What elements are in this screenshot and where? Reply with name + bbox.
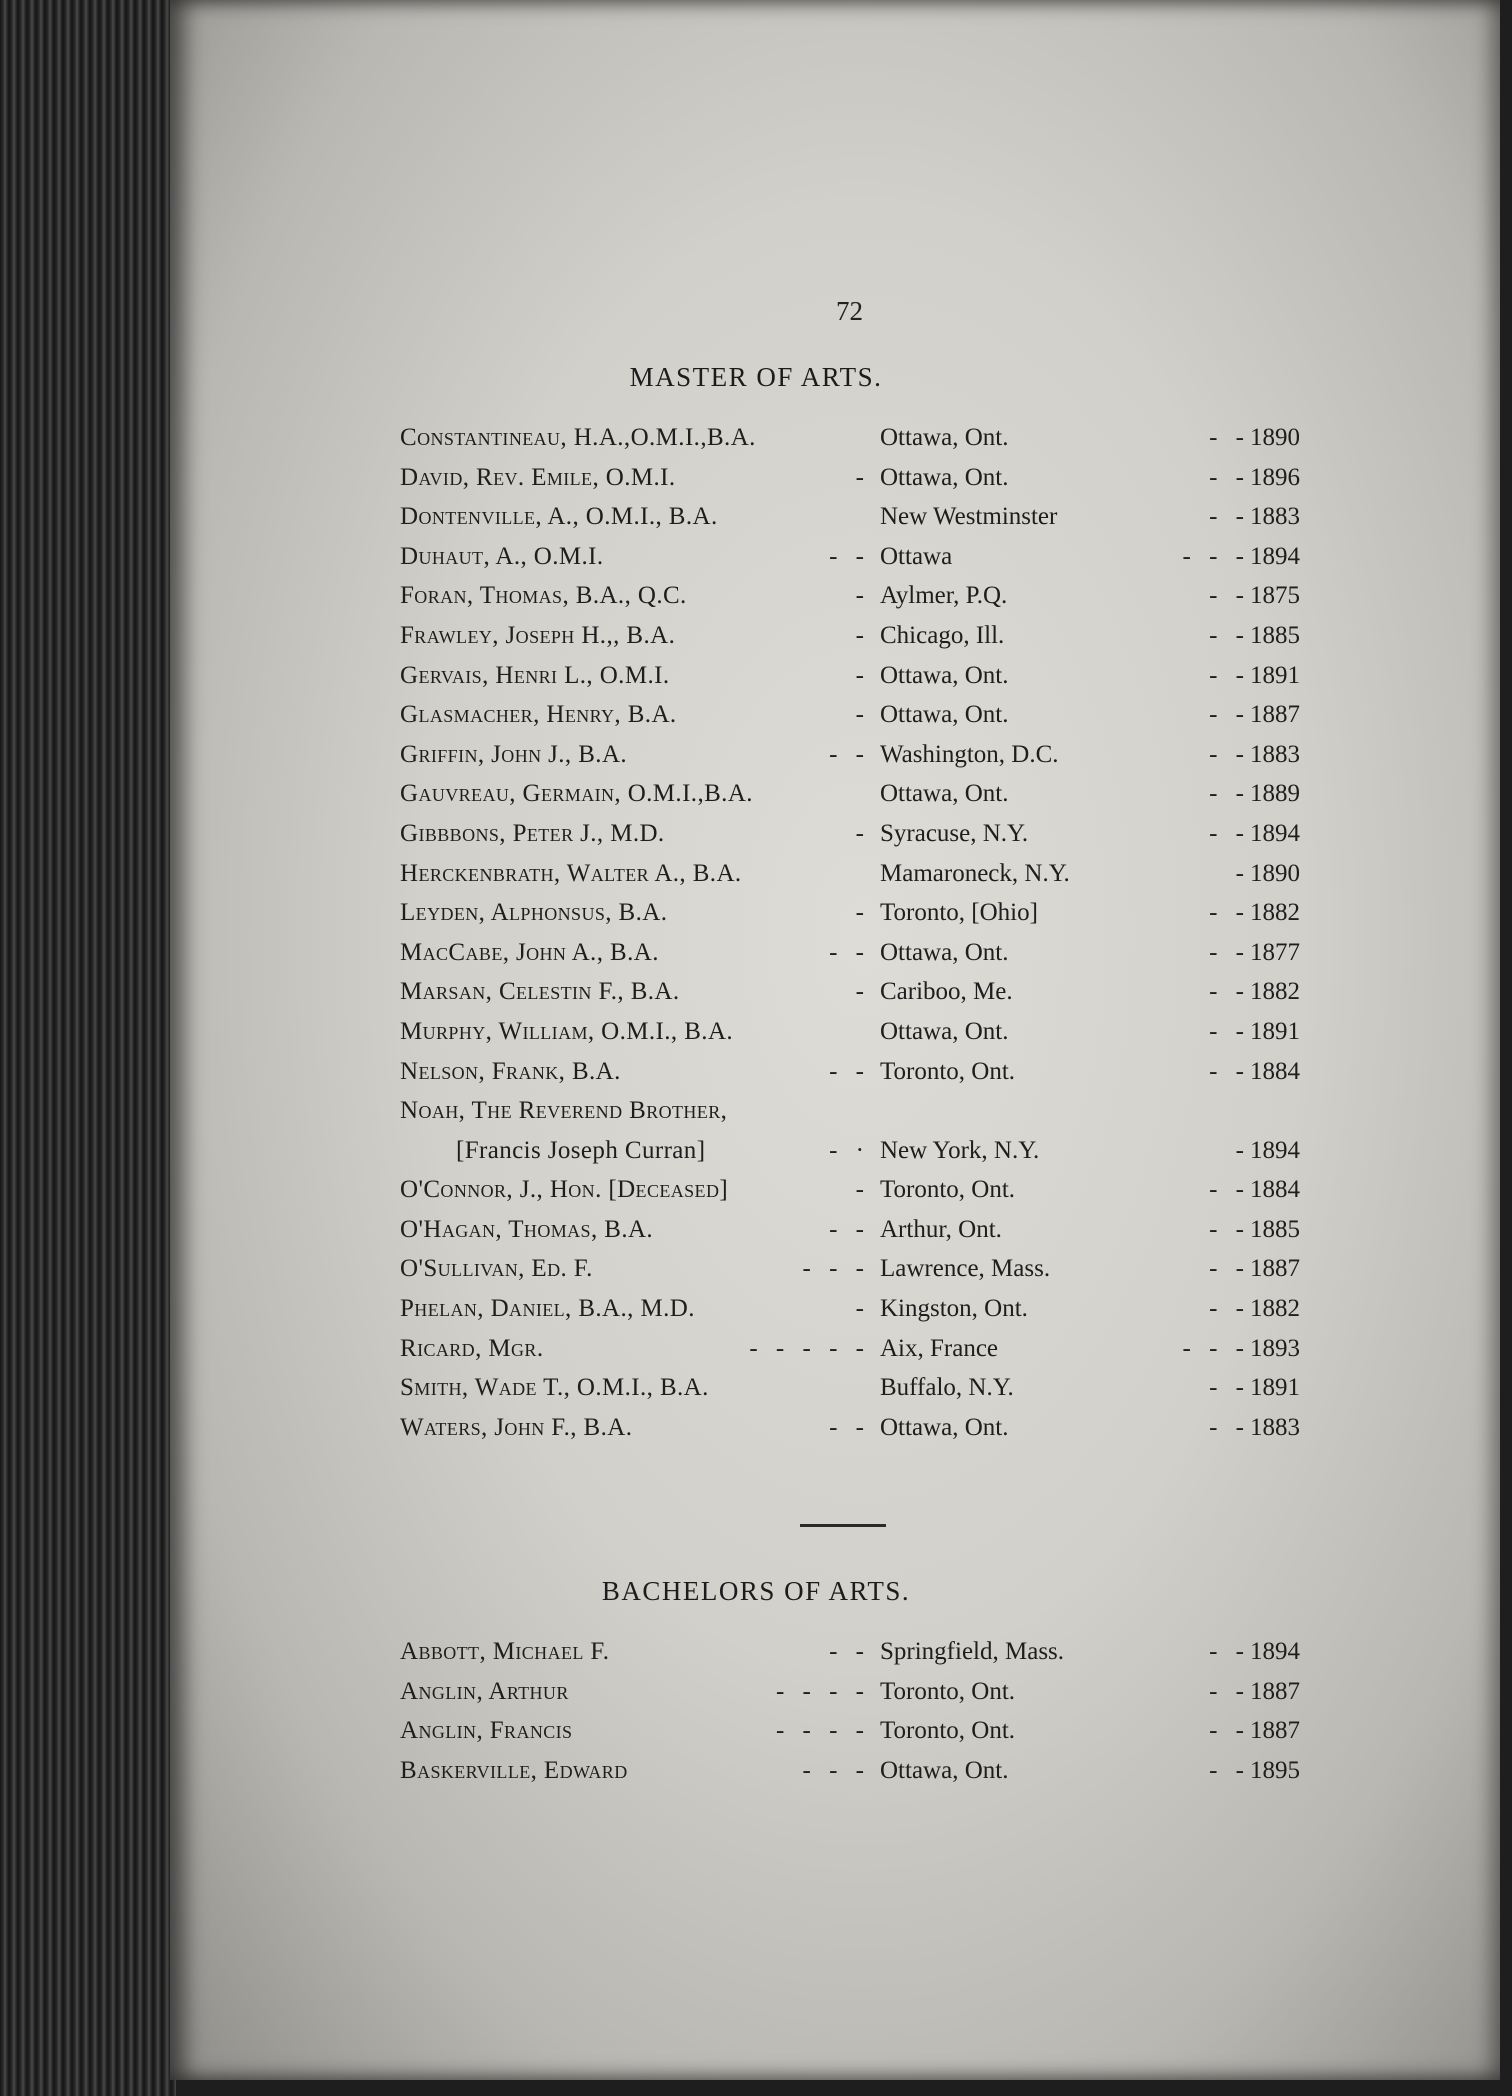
- graduate-name: Baskerville, Edward: [400, 1756, 628, 1784]
- graduate-name: Nelson, Frank, B.A.: [400, 1057, 621, 1085]
- graduate-place: Toronto, [Ohio]: [880, 899, 1038, 927]
- graduate-place: Ottawa, Ont.: [880, 661, 1009, 689]
- graduate-place: Kingston, Ont.: [880, 1295, 1028, 1323]
- graduate-place: Arthur, Ont.: [880, 1215, 1002, 1243]
- graduate-name: Noah, The Reverend Brother,: [400, 1097, 728, 1125]
- graduate-name: Dontenville, A., O.M.I., B.A.: [400, 503, 718, 531]
- dot-leader: - -: [829, 938, 870, 966]
- dot-leader: - -: [1209, 661, 1250, 689]
- masters-list: [400, 424, 1300, 1453]
- graduate-place: Ottawa, Ont.: [880, 1756, 1009, 1784]
- dot-leader: - -: [1209, 819, 1250, 847]
- dot-leader: - -: [829, 740, 870, 768]
- list-item: [400, 582, 1300, 622]
- graduate-name: Ricard, Mgr.: [400, 1334, 544, 1362]
- list-item: [400, 1058, 1300, 1098]
- graduate-name: Foran, Thomas, B.A., Q.C.: [400, 582, 687, 610]
- list-item: [400, 1638, 1300, 1678]
- dot-leader: - -: [1209, 1255, 1250, 1283]
- list-item: [400, 1255, 1300, 1295]
- list-item: [400, 860, 1300, 900]
- dot-leader: -: [855, 621, 870, 649]
- graduate-place: Ottawa, Ont.: [880, 424, 1009, 451]
- graduation-year: 1893: [1250, 1334, 1300, 1362]
- graduate-place: Toronto, Ont.: [880, 1677, 1016, 1705]
- graduation-year: 1887: [1250, 1677, 1300, 1705]
- dot-leader: -: [1235, 1136, 1250, 1164]
- list-item: [400, 1137, 1300, 1177]
- graduation-year: 1894: [1250, 542, 1300, 570]
- graduate-name: Anglin, Arthur: [400, 1677, 569, 1705]
- dot-leader: - ·: [829, 1136, 870, 1164]
- graduation-year: 1890: [1250, 424, 1300, 451]
- graduate-name: O'Connor, J., Hon. [Deceased]: [400, 1176, 729, 1204]
- graduate-name: O'Hagan, Thomas, B.A.: [400, 1215, 654, 1243]
- dot-leader: - -: [1209, 424, 1250, 451]
- graduate-name: Smith, Wade T., O.M.I., B.A.: [400, 1374, 709, 1402]
- graduation-year: 1877: [1250, 938, 1300, 966]
- dot-leader: -: [1235, 859, 1250, 887]
- graduate-name: Constantineau, H.A.,O.M.I.,B.A.: [400, 424, 756, 451]
- graduate-place: Toronto, Ont.: [880, 1717, 1016, 1745]
- graduate-place: Mamaroneck, N.Y.: [880, 859, 1070, 887]
- graduation-year: 1891: [1250, 661, 1300, 689]
- graduate-name: MacCabe, John A., B.A.: [400, 938, 659, 966]
- graduate-place: Chicago, Ill.: [880, 621, 1005, 649]
- dot-leader: - -: [1209, 1717, 1250, 1745]
- dot-leader: - -: [1209, 740, 1250, 768]
- graduate-name: [Francis Joseph Curran]: [456, 1136, 706, 1164]
- graduate-name: Leyden, Alphonsus, B.A.: [400, 899, 668, 927]
- page-number: 72: [836, 296, 863, 326]
- graduation-year: 1894: [1250, 1638, 1300, 1665]
- dot-leader: - -: [1209, 899, 1250, 927]
- graduate-name: Gibbbons, Peter J., M.D.: [400, 819, 665, 847]
- graduation-year: 1883: [1250, 1413, 1300, 1441]
- dot-leader: - -: [829, 542, 870, 570]
- graduation-year: 1891: [1250, 1017, 1300, 1045]
- graduate-place: Syracuse, N.Y.: [880, 819, 1029, 847]
- graduate-name: David, Rev. Emile, O.M.I.: [400, 463, 676, 491]
- graduate-place: Ottawa, Ont.: [880, 938, 1009, 966]
- graduate-place: Ottawa, Ont.: [880, 463, 1009, 491]
- graduation-year: 1891: [1250, 1374, 1300, 1402]
- list-item: [400, 464, 1300, 504]
- dot-leader: - -: [1209, 463, 1250, 491]
- graduate-name: Gervais, Henri L., O.M.I.: [400, 661, 670, 689]
- graduation-year: 1883: [1250, 503, 1300, 531]
- dot-leader: - -: [1209, 1215, 1250, 1243]
- dot-leader: - -: [1209, 701, 1250, 729]
- graduation-year: 1896: [1250, 463, 1300, 491]
- graduate-place: Ottawa, Ont.: [880, 701, 1009, 729]
- graduation-year: 1885: [1250, 621, 1300, 649]
- graduate-place: Toronto, Ont.: [880, 1057, 1016, 1085]
- graduate-place: Aylmer, P.Q.: [880, 582, 1008, 610]
- list-item: [400, 899, 1300, 939]
- list-item: [400, 1018, 1300, 1058]
- dot-leader: - -: [1209, 938, 1250, 966]
- dot-leader: - -: [1209, 1374, 1250, 1402]
- list-item: [400, 1717, 1300, 1757]
- graduate-place: Toronto, Ont.: [880, 1176, 1016, 1204]
- graduate-name: Gauvreau, Germain, O.M.I.,B.A.: [400, 780, 753, 808]
- graduate-place: Washington, D.C.: [880, 740, 1059, 768]
- dot-leader: - - -: [1182, 1334, 1250, 1362]
- book-page-edges: [0, 0, 176, 2096]
- bachelors-heading: BACHELORS OF ARTS.: [601, 1576, 911, 1606]
- list-item: [400, 1757, 1300, 1797]
- graduate-name: Waters, John F., B.A.: [400, 1413, 633, 1441]
- dot-leader: - -: [1209, 978, 1250, 1006]
- list-item: [400, 1295, 1300, 1335]
- graduate-place: Aix, France: [880, 1334, 999, 1362]
- dot-leader: - -: [829, 1057, 870, 1085]
- graduation-year: 1884: [1250, 1057, 1300, 1085]
- graduation-year: 1889: [1250, 780, 1300, 808]
- list-item: [400, 1374, 1300, 1414]
- graduate-name: Murphy, William, O.M.I., B.A.: [400, 1017, 734, 1045]
- graduation-year: 1894: [1250, 1136, 1300, 1164]
- dot-leader: - -: [1209, 1756, 1250, 1784]
- graduation-year: 1882: [1250, 1295, 1300, 1323]
- graduate-name: Herckenbrath, Walter A., B.A.: [400, 859, 742, 887]
- section-divider: [800, 1524, 886, 1527]
- list-item: [400, 741, 1300, 781]
- dot-leader: - -: [1209, 1295, 1250, 1323]
- dot-leader: - -: [1209, 1176, 1250, 1204]
- bachelors-list: [400, 1638, 1300, 1796]
- graduation-year: 1883: [1250, 740, 1300, 768]
- list-item: [400, 1216, 1300, 1256]
- graduation-year: 1895: [1250, 1756, 1300, 1784]
- list-item: [400, 1678, 1300, 1718]
- dot-leader: -: [855, 582, 870, 610]
- graduate-name: Anglin, Francis: [400, 1717, 573, 1745]
- list-item: [400, 622, 1300, 662]
- dot-leader: - -: [1209, 1413, 1250, 1441]
- graduate-name: Duhaut, A., O.M.I.: [400, 542, 604, 570]
- dot-leader: - -: [1209, 582, 1250, 610]
- dot-leader: -: [855, 978, 870, 1006]
- dot-leader: - -: [1209, 621, 1250, 649]
- dot-leader: - -: [829, 1638, 870, 1665]
- dot-leader: -: [855, 1176, 870, 1204]
- list-item: [400, 662, 1300, 702]
- dot-leader: - - - -: [775, 1717, 870, 1745]
- graduation-year: 1887: [1250, 1255, 1300, 1283]
- graduate-place: Ottawa, Ont.: [880, 1017, 1009, 1045]
- dot-leader: -: [855, 463, 870, 491]
- graduation-year: 1875: [1250, 582, 1300, 610]
- dot-leader: - - -: [802, 1756, 870, 1784]
- dot-leader: - -: [1209, 780, 1250, 808]
- graduation-year: 1884: [1250, 1176, 1300, 1204]
- dot-leader: -: [855, 899, 870, 927]
- graduate-name: Phelan, Daniel, B.A., M.D.: [400, 1295, 695, 1323]
- graduation-year: 1887: [1250, 701, 1300, 729]
- graduation-year: 1887: [1250, 1717, 1300, 1745]
- graduate-place: Lawrence, Mass.: [880, 1255, 1051, 1283]
- graduate-name: O'Sullivan, Ed. F.: [400, 1255, 593, 1283]
- graduate-place: Ottawa, Ont.: [880, 1413, 1009, 1441]
- list-item: [400, 939, 1300, 979]
- list-item: [400, 543, 1300, 583]
- dot-leader: -: [855, 819, 870, 847]
- dot-leader: - -: [829, 1413, 870, 1441]
- list-item: [400, 780, 1300, 820]
- dot-leader: - -: [1209, 1057, 1250, 1085]
- graduate-place: Cariboo, Me.: [880, 978, 1013, 1006]
- list-item: [400, 1414, 1300, 1454]
- graduate-place: Buffalo, N.Y.: [880, 1374, 1014, 1402]
- dot-leader: - -: [1209, 1638, 1250, 1665]
- graduate-place: New Westminster: [880, 503, 1058, 531]
- list-item: [400, 820, 1300, 860]
- graduate-name: Griffin, John J., B.A.: [400, 740, 628, 768]
- dot-leader: - - -: [802, 1255, 870, 1283]
- graduate-name: Frawley, Joseph H.,, B.A.: [400, 621, 676, 649]
- graduation-year: 1885: [1250, 1215, 1300, 1243]
- graduate-name: Glasmacher, Henry, B.A.: [400, 701, 677, 729]
- dot-leader: - -: [1209, 1677, 1250, 1705]
- list-item: [400, 503, 1300, 543]
- list-item: [400, 1335, 1300, 1375]
- dot-leader: - - - - -: [749, 1334, 870, 1362]
- graduate-place: Ottawa, Ont.: [880, 780, 1009, 808]
- dot-leader: - -: [1209, 503, 1250, 531]
- masters-heading: MASTER OF ARTS.: [629, 362, 883, 392]
- dot-leader: -: [855, 701, 870, 729]
- dot-leader: - -: [829, 1215, 870, 1243]
- dot-leader: - -: [1209, 1017, 1250, 1045]
- list-item: [400, 424, 1300, 464]
- list-item: [400, 978, 1300, 1018]
- list-item: [400, 701, 1300, 741]
- graduate-name: Marsan, Celestin F., B.A.: [400, 978, 680, 1006]
- dot-leader: -: [855, 661, 870, 689]
- graduation-year: 1882: [1250, 899, 1300, 927]
- dot-leader: - - - -: [775, 1677, 870, 1705]
- graduation-year: 1890: [1250, 859, 1300, 887]
- graduation-year: 1882: [1250, 978, 1300, 1006]
- list-item: [400, 1097, 1300, 1137]
- graduate-place: New York, N.Y.: [880, 1136, 1040, 1164]
- graduate-place: Ottawa: [880, 542, 953, 570]
- graduation-year: 1894: [1250, 819, 1300, 847]
- dot-leader: -: [855, 1295, 870, 1323]
- graduate-name: Abbott, Michael F.: [400, 1638, 610, 1665]
- dot-leader: - - -: [1182, 542, 1250, 570]
- graduate-place: Springfield, Mass.: [880, 1638, 1065, 1665]
- list-item: [400, 1176, 1300, 1216]
